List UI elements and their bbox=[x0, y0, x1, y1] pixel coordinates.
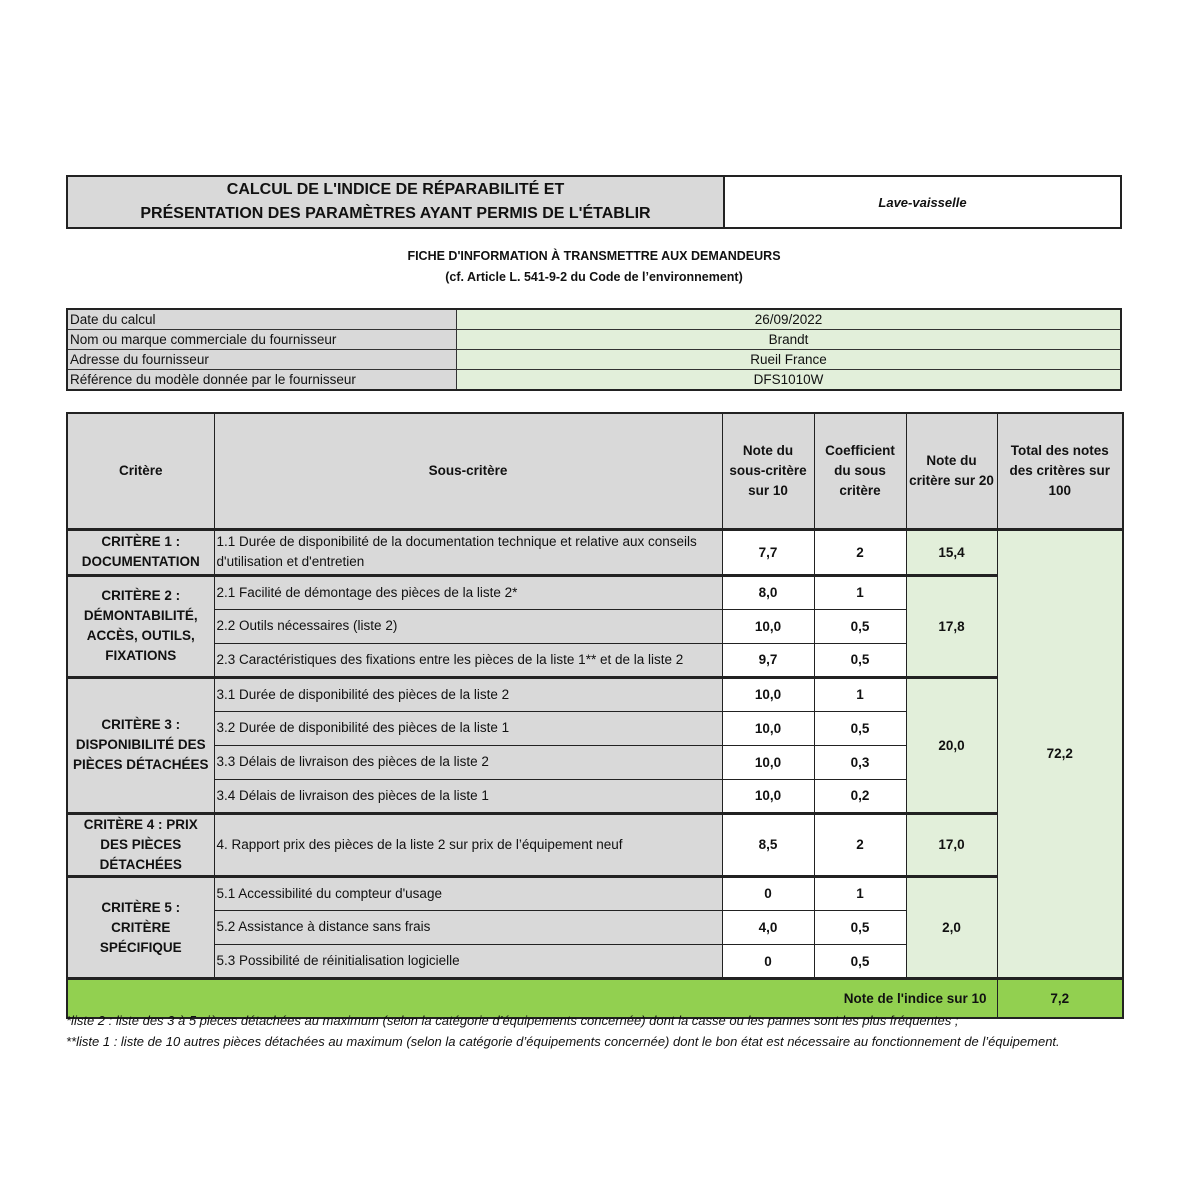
product-type: Lave-vaisselle bbox=[878, 194, 967, 210]
sub-criterion-coef: 0,5 bbox=[814, 609, 906, 643]
info-row bbox=[67, 350, 1121, 370]
sub-criterion-label: 3.2 Durée de disponibilité des pièces de la liste 1 bbox=[214, 711, 722, 745]
info-label: Nom ou marque commerciale du fournisseur bbox=[67, 330, 457, 350]
title-line-2: PRÉSENTATION DES PARAMÈTRES AYANT PERMIS DE L'ÉTABLIR bbox=[140, 205, 651, 222]
criterion-score: 2,0 bbox=[906, 876, 997, 978]
table-row bbox=[67, 529, 1123, 575]
sub-criterion-note: 7,7 bbox=[722, 529, 814, 575]
sub-criterion-note: 0 bbox=[722, 876, 814, 910]
header-coefficient: Coefficient du sous critère bbox=[814, 413, 906, 529]
info-value: DFS1010W bbox=[457, 370, 1122, 391]
title-cell bbox=[68, 177, 725, 227]
subtitle-line-2: (cf. Article L. 541-9-2 du Code de l’environnement) bbox=[445, 270, 743, 284]
criterion-name: CRITÈRE 2 : DÉMONTABILITÉ, ACCÈS, OUTILS, FIXATIONS bbox=[67, 575, 214, 677]
header-sous-critere: Sous-critère bbox=[214, 413, 722, 529]
sub-criterion-note: 8,0 bbox=[722, 575, 814, 609]
sub-criterion-note: 10,0 bbox=[722, 677, 814, 711]
sub-criterion-coef: 0,3 bbox=[814, 745, 906, 779]
info-value: Rueil France bbox=[457, 350, 1122, 370]
total-score: 72,2 bbox=[997, 529, 1123, 978]
criterion-name: CRITÈRE 5 : CRITÈRE SPÉCIFIQUE bbox=[67, 876, 214, 978]
criterion-score: 17,8 bbox=[906, 575, 997, 677]
criterion-score: 15,4 bbox=[906, 529, 997, 575]
sub-criterion-note: 0 bbox=[722, 944, 814, 978]
footnote-list-1: **liste 1 : liste de 10 autres pièces détachées au maximum (selon la catégorie d’équipements concernée) dont le bon état est nécessaire au fonctionnement de l’équipement. bbox=[66, 1034, 1060, 1049]
subtitle-line-1: FICHE D'INFORMATION À TRANSMETTRE AUX DEMANDEURS bbox=[407, 249, 781, 263]
criterion-score: 17,0 bbox=[906, 813, 997, 876]
header-note-sous-critere: Note du sous-critère sur 10 bbox=[722, 413, 814, 529]
title-block bbox=[66, 175, 1122, 229]
info-row bbox=[67, 309, 1121, 330]
sub-criterion-label: 1.1 Durée de disponibilité de la documentation technique et relative aux conseils d'utilisation et d'entretien bbox=[214, 529, 722, 575]
sub-criterion-coef: 0,2 bbox=[814, 779, 906, 813]
sub-criterion-coef: 0,5 bbox=[814, 711, 906, 745]
info-label: Date du calcul bbox=[67, 309, 457, 330]
info-row bbox=[67, 370, 1121, 391]
sub-criterion-label: 3.4 Délais de livraison des pièces de la liste 1 bbox=[214, 779, 722, 813]
header-note-critere: Note du critère sur 20 bbox=[906, 413, 997, 529]
sub-criterion-label: 4. Rapport prix des pièces de la liste 2 sur prix de l’équipement neuf bbox=[214, 813, 722, 876]
header-critere: Critère bbox=[67, 413, 214, 529]
criterion-name: CRITÈRE 4 : PRIX DES PIÈCES DÉTACHÉES bbox=[67, 813, 214, 876]
sub-criterion-note: 10,0 bbox=[722, 609, 814, 643]
sub-criterion-coef: 0,5 bbox=[814, 944, 906, 978]
info-value: 26/09/2022 bbox=[457, 309, 1122, 330]
sub-criterion-coef: 2 bbox=[814, 813, 906, 876]
sub-criterion-label: 2.2 Outils nécessaires (liste 2) bbox=[214, 609, 722, 643]
sub-criterion-note: 4,0 bbox=[722, 910, 814, 944]
sub-criterion-coef: 1 bbox=[814, 575, 906, 609]
info-label: Référence du modèle donnée par le fournisseur bbox=[67, 370, 457, 391]
sub-criterion-coef: 1 bbox=[814, 876, 906, 910]
sub-criterion-label: 3.3 Délais de livraison des pièces de la liste 2 bbox=[214, 745, 722, 779]
sub-criterion-note: 8,5 bbox=[722, 813, 814, 876]
footnote-list-2: *liste 2 : liste des 3 à 5 pièces détachées au maximum (selon la catégorie d’équipements concernée) dont la casse ou les pannes sont les plus fréquentes ; bbox=[66, 1013, 959, 1028]
info-value: Brandt bbox=[457, 330, 1122, 350]
sub-criterion-note: 10,0 bbox=[722, 711, 814, 745]
criterion-score: 20,0 bbox=[906, 677, 997, 813]
criterion-name: CRITÈRE 1 : DOCUMENTATION bbox=[67, 529, 214, 575]
sub-criterion-coef: 1 bbox=[814, 677, 906, 711]
repairability-table bbox=[66, 412, 1124, 1019]
table-row bbox=[67, 677, 1123, 711]
sub-criterion-label: 2.1 Facilité de démontage des pièces de la liste 2* bbox=[214, 575, 722, 609]
table-row bbox=[67, 876, 1123, 910]
subtitle bbox=[66, 246, 1122, 288]
header-total: Total des notes des critères sur 100 bbox=[997, 413, 1123, 529]
sub-criterion-note: 9,7 bbox=[722, 643, 814, 677]
sub-criterion-coef: 0,5 bbox=[814, 910, 906, 944]
sub-criterion-coef: 2 bbox=[814, 529, 906, 575]
info-row bbox=[67, 330, 1121, 350]
sub-criterion-note: 10,0 bbox=[722, 745, 814, 779]
sub-criterion-label: 5.2 Assistance à distance sans frais bbox=[214, 910, 722, 944]
info-label: Adresse du fournisseur bbox=[67, 350, 457, 370]
criterion-name: CRITÈRE 3 : DISPONIBILITÉ DES PIÈCES DÉTACHÉES bbox=[67, 677, 214, 813]
sub-criterion-label: 5.1 Accessibilité du compteur d'usage bbox=[214, 876, 722, 910]
sub-criterion-note: 10,0 bbox=[722, 779, 814, 813]
table-row bbox=[67, 575, 1123, 609]
footnotes bbox=[66, 1010, 1126, 1052]
final-score-value: 7,2 bbox=[997, 978, 1123, 1018]
supplier-info-table bbox=[66, 308, 1122, 391]
title-line-1: CALCUL DE L'INDICE DE RÉPARABILITÉ ET bbox=[226, 181, 565, 198]
sub-criterion-label: 2.3 Caractéristiques des fixations entre les pièces de la liste 1** et de la liste 2 bbox=[214, 643, 722, 677]
sub-criterion-coef: 0,5 bbox=[814, 643, 906, 677]
final-score-label: Note de l'indice sur 10 bbox=[67, 978, 997, 1018]
sub-criterion-label: 5.3 Possibilité de réinitialisation logicielle bbox=[214, 944, 722, 978]
table-row bbox=[67, 813, 1123, 876]
table-header-row bbox=[67, 413, 1123, 529]
sub-criterion-label: 3.1 Durée de disponibilité des pièces de la liste 2 bbox=[214, 677, 722, 711]
